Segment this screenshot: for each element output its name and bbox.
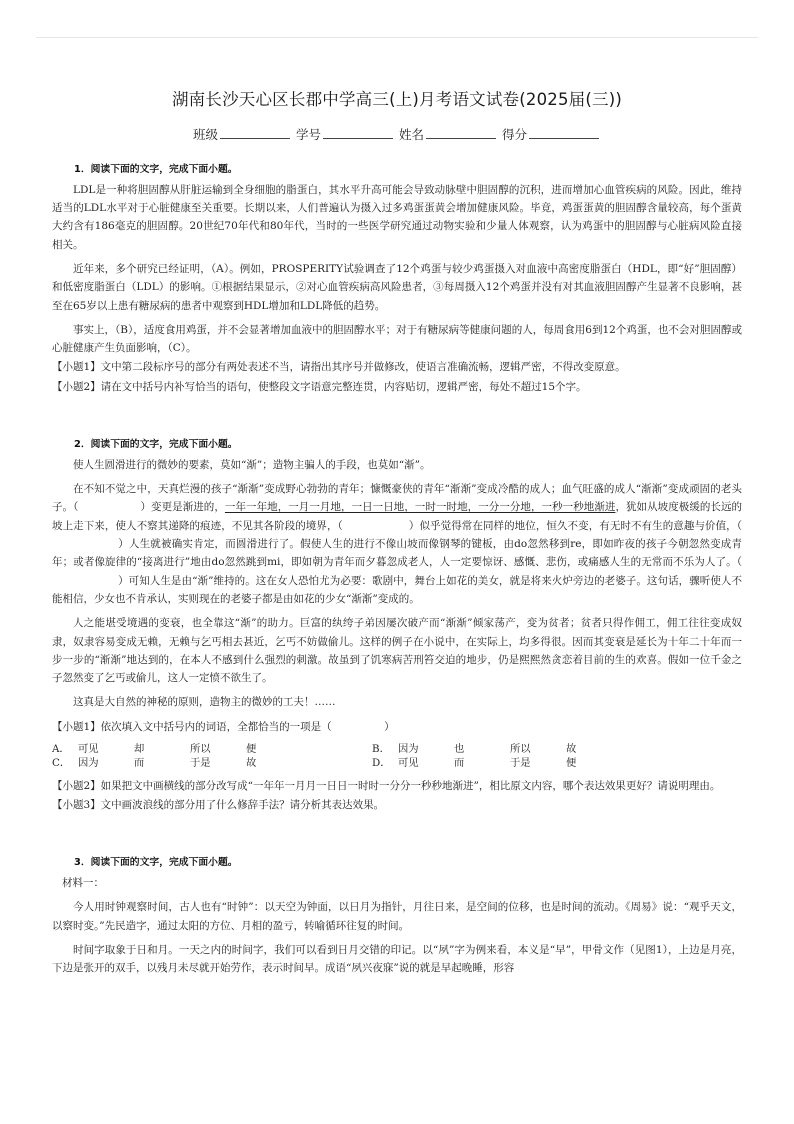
option-word: 也 [454,743,465,756]
option-word: 所以 [190,743,211,756]
material-label: 材料一： [62,877,104,889]
option-c[interactable] [52,758,372,768]
option-word: 于是 [190,757,211,770]
option-word: 便 [566,757,577,770]
page-title: 湖南长沙天心区长郡中学高三(上)月考语文试卷(2025届(三)) [171,90,622,109]
question-3-heading: 3．阅读下面的文字，完成下面小题。 [74,857,238,869]
question-2-paragraph: 这真是大自然的神秘的原则，造物主的微妙的工夫！…… [73,696,336,709]
option-word: 而 [134,757,145,770]
option-b[interactable] [372,744,712,754]
option-word: 因为 [78,757,99,770]
option-word: 因为 [398,743,419,756]
question-2-paragraph [52,480,742,608]
question-1-paragraph: LDL是一种将胆固醇从肝脏运输到全身细胞的脂蛋白，其水平升高可能会导致动脉壁中胆固醇的沉积，进而增加心血管疾病的风险。因此，维持适当的LDL水平对于心脏健康至关重要。长期以来，人们普遍认为摄入过多鸡蛋蛋黄会增加健康风险。毕竟，鸡蛋蛋黄的胆固醇含量较高，每个蛋黄大约含有186毫克的胆固醇。20世纪70年代和80年代，当时的一些医学研究通过动物实验和少量人体观察，认为鸡蛋中的胆固醇与心脏病风险直接相关。 [52,183,742,251]
score-label: 得分 [501,126,527,142]
option-key: A． [52,743,70,756]
option-word: 可见 [78,743,99,756]
option-word: 而 [454,757,465,770]
option-d[interactable] [372,758,712,768]
question-2-heading: 2．阅读下面的文字，完成下面小题。 [74,439,238,451]
option-word: 于是 [510,757,531,770]
class-blank[interactable] [220,127,290,139]
name-blank[interactable] [426,127,496,139]
text-run: ）可知人生是由“渐”维持的。这在女人恐怕尤为必要：歌剧中，舞台上如花的美女，就是将来火炉旁边的老婆子。这句话，骤听使人不能相信，少女也不肯承认，实则现在的老婆子都是由如花的少女“渐渐”变成的。 [52,574,742,605]
spacer [52,396,742,440]
student-id-blank[interactable] [323,127,393,139]
option-key: B． [372,743,390,756]
student-info-line [52,127,742,142]
option-key: D． [372,757,391,770]
option-word: 故 [246,757,257,770]
student-id-label: 学号 [295,126,321,142]
option-a[interactable] [52,744,372,754]
option-word: 所以 [510,743,531,756]
question-1-paragraph: 事实上，（B），适度食用鸡蛋，并不会显著增加血液中的胆固醇水平；对于有糖尿病等健康问题的人，每周食用6到12个鸡蛋，也不会对胆固醇或心脏健康产生负面影响，（C）。 [52,323,742,355]
question-2-subquestion-1: 【小题1】依次填入文中括号内的词语，全都恰当的一项是（ ） [52,720,395,733]
question-1-subquestion-1: 【小题1】文中第二段标序号的部分有两处表述不当，请指出其序号并做修改，使语言准确流畅，逻辑严密，不得改变原意。 [52,361,626,374]
answer-options [52,744,742,769]
question-2-paragraph: 使人生圆滑进行的微妙的要素，莫如“渐”；造物主骗人的手段，也莫如“渐”。 [73,458,431,471]
name-label: 姓名 [398,126,424,142]
text-run: ）似乎觉得常在同样的地位，恒久不变，有无时不有生的意趣与价值，（ [408,519,743,532]
option-word: 可见 [398,757,419,770]
question-3-paragraph: 时间字取象于日和月。一天之内的时间字，我们可以看到日月交错的印记。以“夙”字为例来看，本义是“早”，甲骨文作（见图1），上边是月亮，下边是张开的双手，以残月未尽就开始劳作，表示时间早。成语“夙兴夜寐”说的就是早起晚睡，形容 [52,943,742,975]
score-blank[interactable] [529,127,599,139]
text-run: ，犹如从坡度极缓的长远的坡上走下来，使人不察其递降的痕迹，不见其各阶段的境界，（ [52,501,743,532]
question-1-paragraph: 近年来，多个研究已经证明，（A）。例如，PROSPERITY试验调查了12个鸡蛋与较少鸡蛋摄入对血液中高密度脂蛋白（HDL，即“好”胆固醇）和低密度脂蛋白（LDL）的影响。①根据结果显示，②对心血管疾病高风险患者，③每周摄入12个鸡蛋并没有对其血液胆固醇产生显著不良影响，甚至在65岁以上患有糖尿病的患者中观察到HDL增加和LDL降低的趋势。 [52,262,742,312]
option-word: 故 [566,743,577,756]
spacer [52,814,742,858]
question-2-paragraph: 人之能堪受境遇的变衰，也全靠这“渐”的助力。巨富的纨绔子弟因屡次破产而“渐渐”倾家荡产，变为贫者；贫者只得作佣工，佣工往往变成奴隶，奴隶容易变成无赖，无赖与乞丐相去甚近，乞丐不妨做偷儿。这样的例子在小说中，在实际上，均多得很。因而其变衰是延长为十年二十年而一步一步的“渐渐”地达到的，在本人不感到什么强烈的刺激。故虽到了饥寒病苦刑笞交迫的地步，仍是熙熙然贪恋着目前的生的欢喜。假如一位千金之子忽然变了乞丐或偷儿，这人一定愤不欲生了。 [52,617,742,685]
question-2-subquestion-3: 【小题3】文中画波浪线的部分用了什么修辞手法？请分析其表达效果。 [52,798,385,811]
question-1-heading: 1．阅读下面的文字，完成下面小题。 [74,164,238,175]
text-run: ）人生就被确实肯定，而圆滑进行了。假使人生的进行不像山坡而像钢琴的键板，由do忽然移到re，即如昨夜的孩子今朝忽然变成青年；或者像旋律的“接离进行”地由do忽然跳到mi，即如朝为青年而夕暮忽成老人，人一定要惊讶、感慨、悲伤，或痛感人生的无常而不乐为人了。（ [52,538,742,569]
option-key: C． [52,757,71,770]
option-word: 便 [246,743,257,756]
question-1-subquestion-2: 【小题2】请在文中括号内补写恰当的语句，使整段文字语意完整连贯，内容贴切，逻辑严密，每处不超过15个字。 [52,380,587,393]
question-2-subquestion-2: 【小题2】如果把文中画横线的部分改写成“一年年一月月一日日一时时一分分一秒秒地渐进”，相比原文内容，哪个表达效果更好？请说明理由。 [52,779,721,792]
option-word: 却 [134,743,145,756]
class-label: 班级 [192,126,218,142]
text-run: ）变更是渐进的， [140,501,225,514]
question-3-paragraph: 今人用时钟观察时间，古人也有“时钟”：以天空为钟面，以日月为指针，月往日来，是空间的位移，也是时间的流动。《周易》说：“观乎天文，以察时变。”先民造字，通过太阳的方位、月相的盈亏，转喻循环往复的时间。 [52,901,742,932]
exam-page [52,92,742,977]
header-divider [36,37,758,38]
text-run: 在不知不觉之中，天真烂漫的孩子“渐渐”变成野心勃勃的青年；慷慨豪侠的青年“渐渐”变成冷酷的成人；血气旺盛的成人“渐渐”变成顽固的老头子。（ [52,483,742,514]
underlined-phrase: 一年一年地，一月一月地，一日一日地，一时一时地，一分一分地，一秒一秒地渐进 [224,501,616,514]
